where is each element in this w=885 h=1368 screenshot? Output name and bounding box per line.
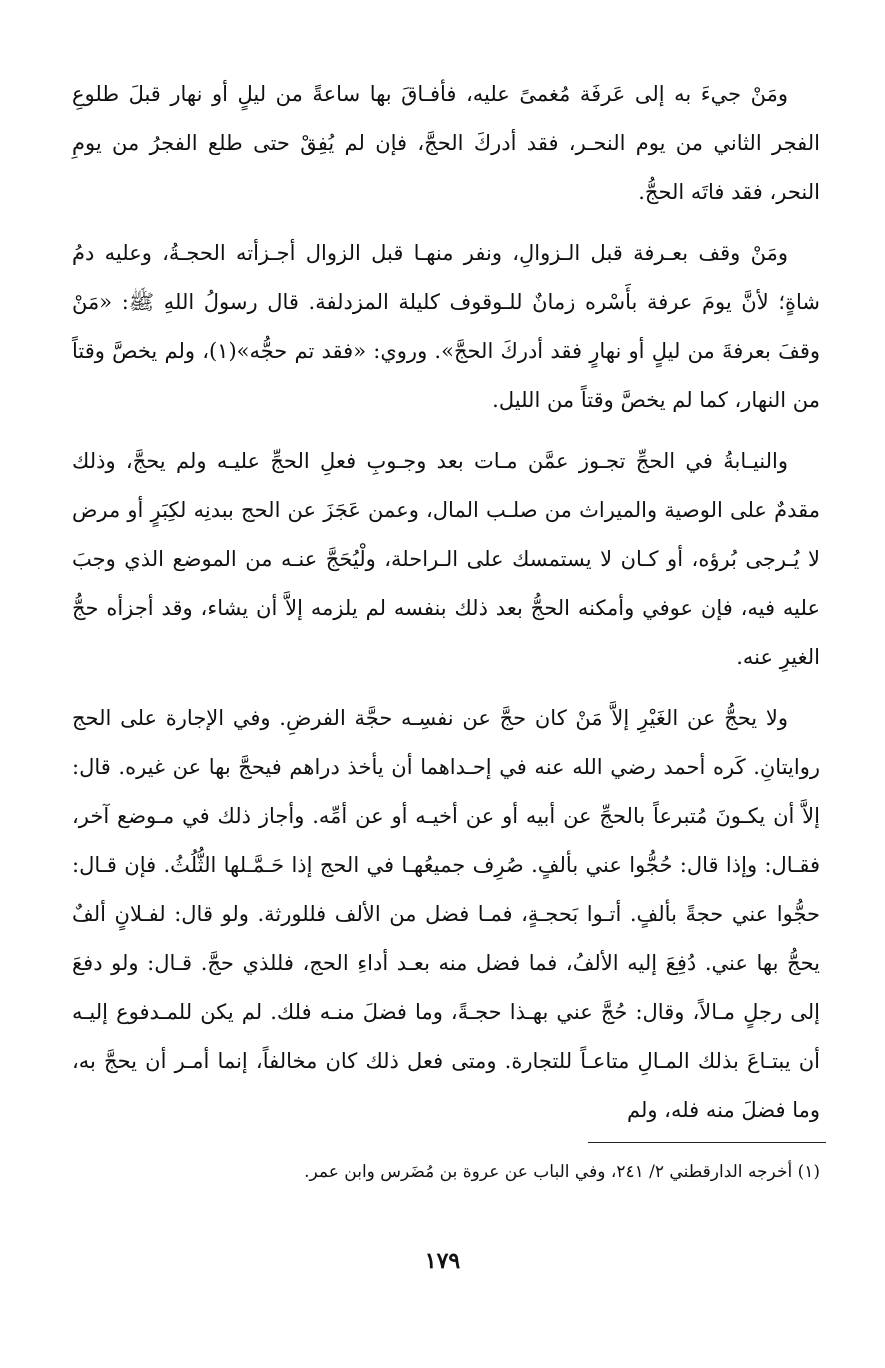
footnote-separator xyxy=(588,1142,826,1143)
paragraph-1: ومَنْ جيءَ به إلى عَرفَة مُغمىً عليه، فأفـاقَ بها ساعةً من ليلٍ أو نهار قبلَ طلوعِ الفجر الثاني من يوم النحـر، فقد أدركَ الحجَّ، فإن لم يُفِقْ حتى طلع الفجرُ من يومِ النحر، فقد فاتَه الحجُّ. xyxy=(72,82,820,204)
main-text xyxy=(72,70,820,1147)
page-number: ١٧٩ xyxy=(424,1248,461,1274)
paragraph-2: ومَنْ وقف بعـرفة قبل الـزوالِ، ونفر منهـا قبل الزوال أجـزأته الحجـةُ، وعليه دمُ شاةٍ؛ لأنَّ يومَ عرفة بأَسْره زمانٌ للـوقوف كليلة المزدلفة. قال رسولُ اللهِ ﷺ: «مَنْ وقفَ بعرفةَ من ليلٍ أو نهارٍ فقد أدركَ الحجَّ». وروي: «فقد تم حجُّه»(١)، ولم يخصَّ وقتاً من النهار، كما لم يخصَّ وقتاً من الليل. xyxy=(72,241,820,412)
paragraph-4: ولا يحجُّ عن الغَيْرِ إلاَّ مَنْ كان حجَّ عن نفسِـه حجَّة الفرضِ. وفي الإجارة على الحج روايتانِ. كَره أحمد رضي الله عنه في إحـداهما أن يأخذ دراهم فيحجَّ بها عن غيره. قال: إلاَّ أن يكـونَ مُتبرعاً بالحجِّ عن أبيه أو عن أخيـه أو عن أمِّه. وأجاز ذلك في مـوضع آخر، فقـال: وإذا قال: حُجُّوا عني بألفٍ. صُرِف جميعُهـا في الحج إذا حَـمَّـلها الثُّلُثُ. فإن قـال: حجُّوا عني حجةً بألفٍ. أتـوا بَحجـةٍ، فمـا فضل من الألف فللورثة. ولو قال: لفـلانٍ ألفٌ يحجُّ بها عني. دُفِعَ إليه الألفُ، فما فضل منه بعـد أداءِ الحج، فللذي حجَّ. قـال: ولو دفعَ إلى رجلٍ مـالاً، وقال: حُجَّ عني بهـذا حجـةً، وما فضلَ منـه فلك. لم يكن للمـدفوع إليـه أن يبتـاعَ بذلك المـالِ متاعـاً للتجارة. ومتى فعل ذلك كان مخالفاً، إنما أمـر أن يحجَّ به، وما فضلَ منه فله، ولم xyxy=(72,706,820,1122)
footnote: (١) أخرجه الدارقطني ٢/ ٢٤١، وفي الباب عن عروة بن مُضَرس وابن عمر. xyxy=(304,1162,820,1182)
paragraph-3: والنيـابةُ في الحجِّ تجـوز عمَّن مـات بعد وجـوبِ فعلِ الحجِّ عليـه ولم يحجَّ، وذلك مقدمٌ على الوصية والميراث من صلـب المال، وعمن عَجَزَ عن الحج ببدنِه لكِبَرٍ أو مرض لا يُـرجى بُرؤه، أو كـان لا يستمسك على الـراحلة، ولْيُحَجَّ عنـه من الموضع الذي وجبَ عليه فيه، فإن عوفي وأمكنه الحجُّ بعد ذلك بنفسه لم يلزمه إلاَّ أن يشاء، وقد أجزأه حجُّ الغيرِ عنه. xyxy=(72,449,820,669)
